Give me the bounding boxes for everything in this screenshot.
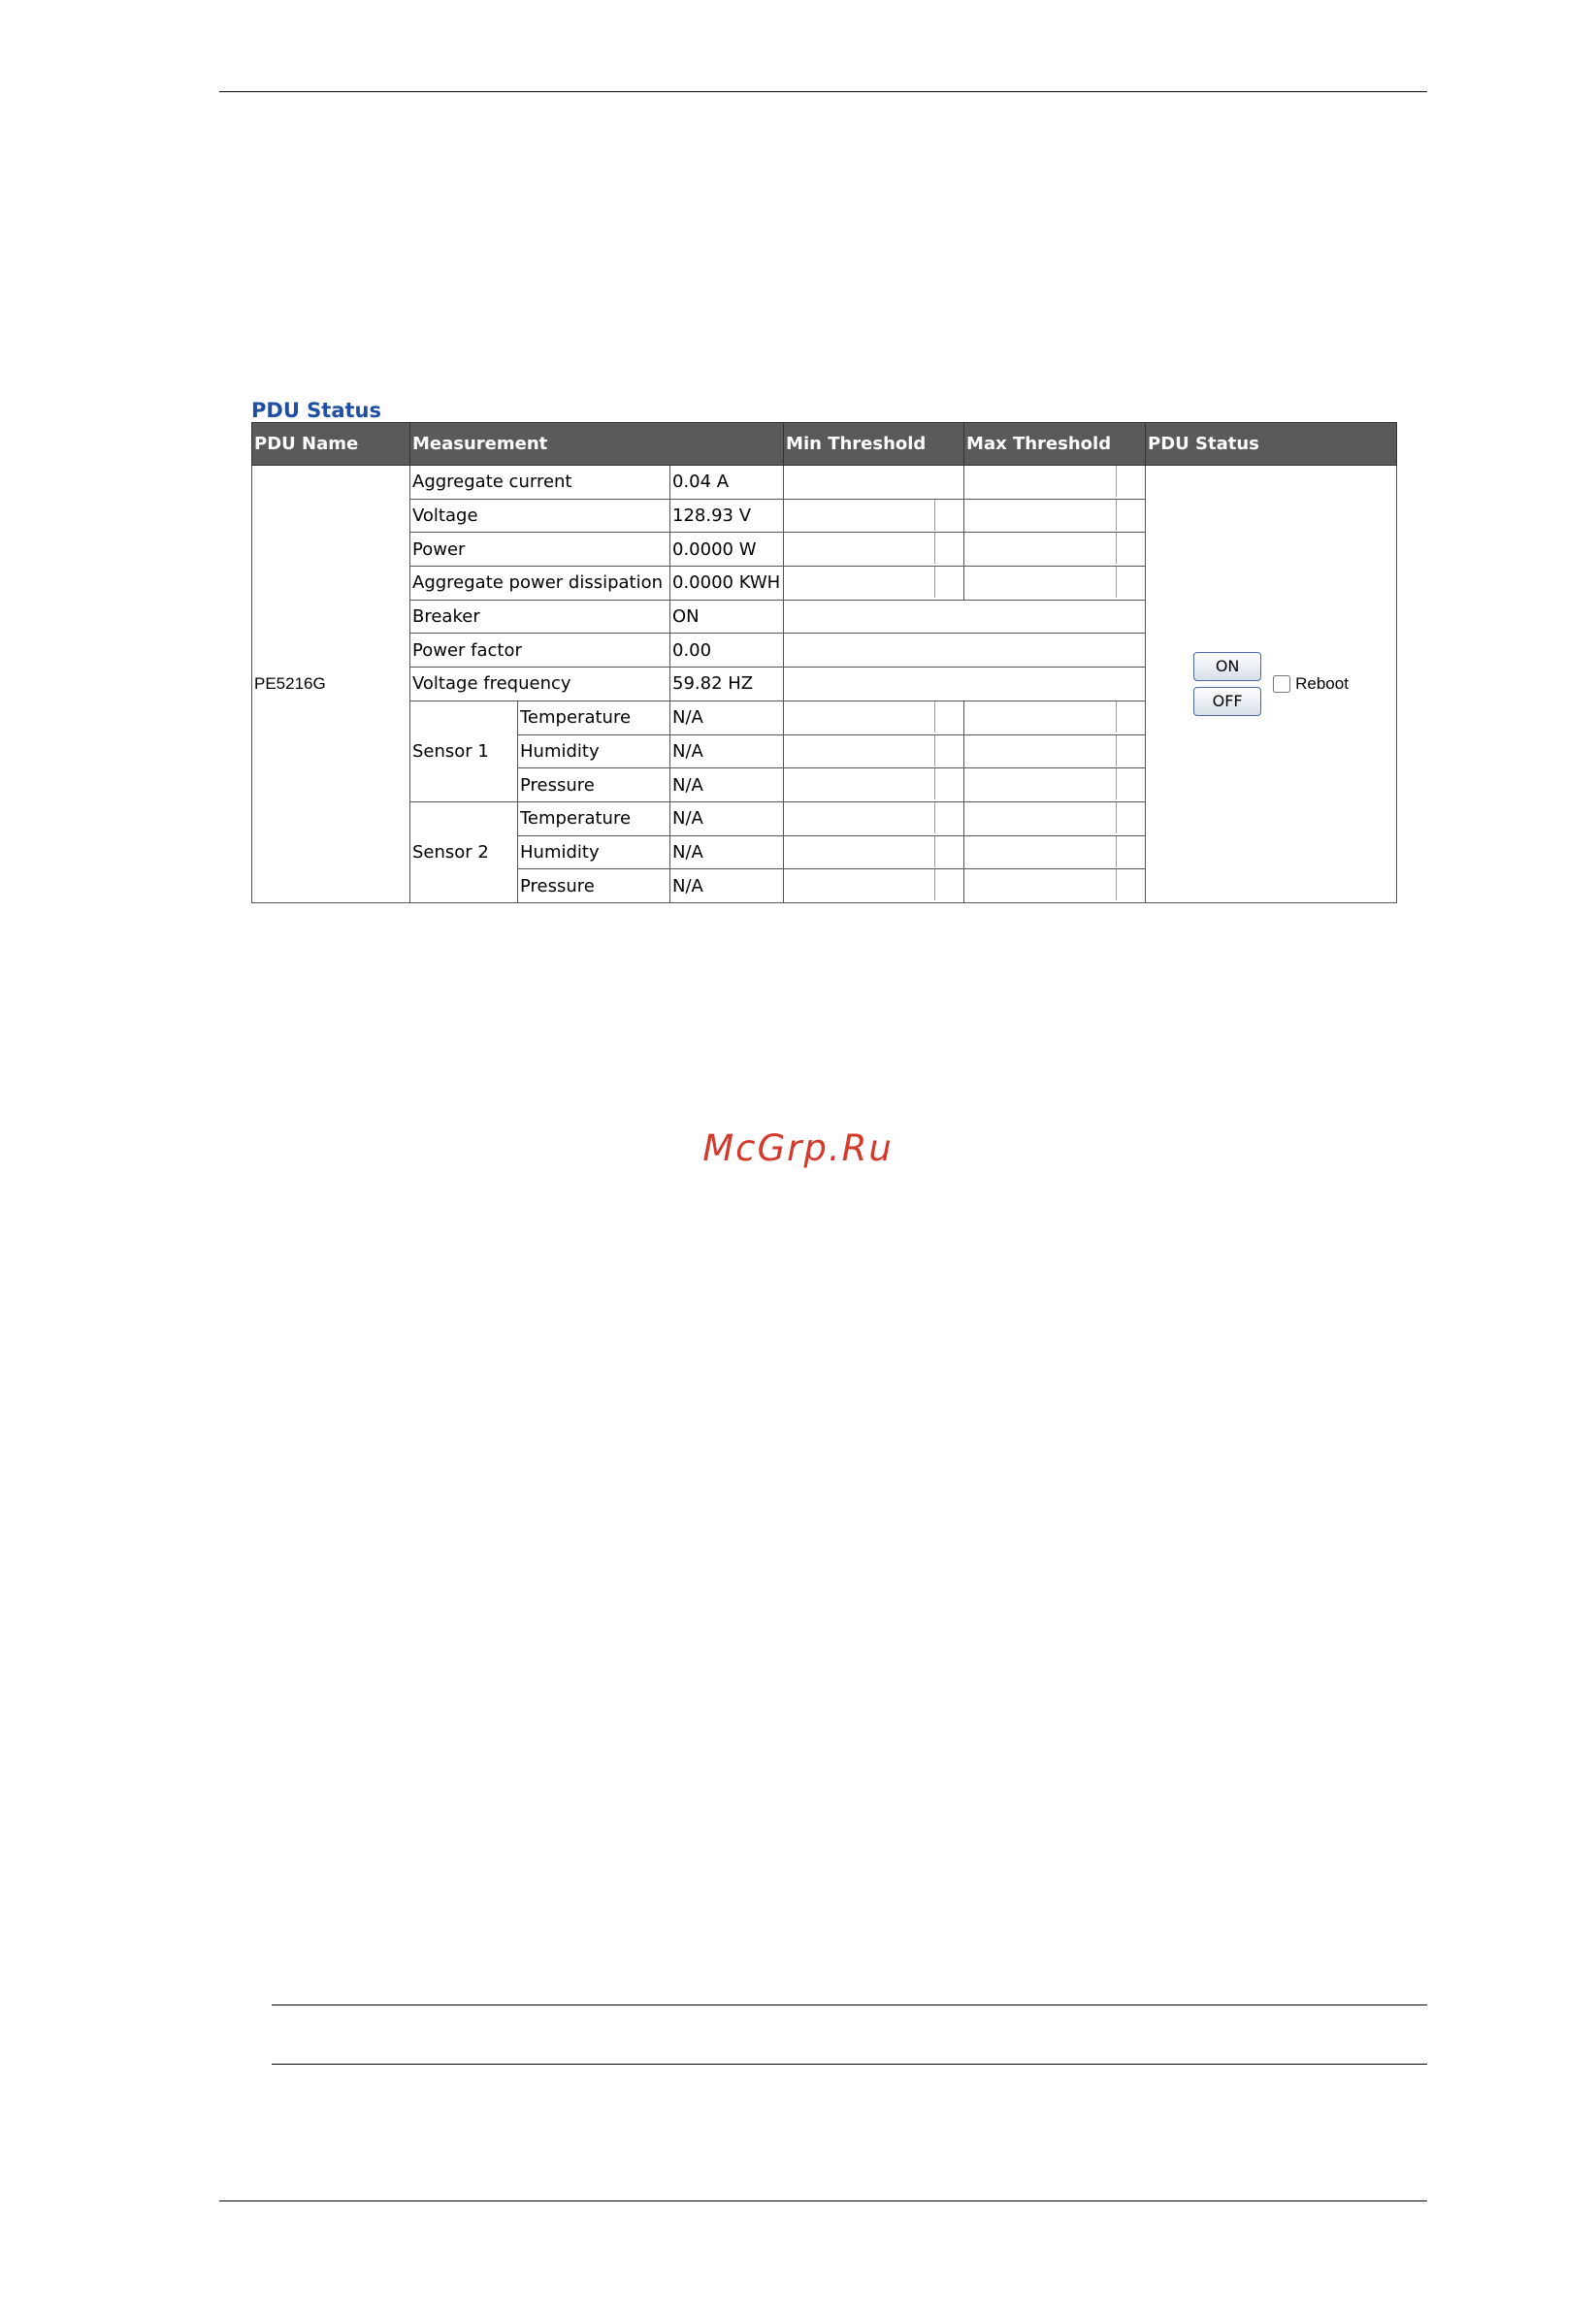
max-threshold-cell: [964, 701, 1146, 734]
min-threshold-cell: [784, 869, 964, 903]
min-threshold-cell: [784, 533, 964, 567]
min-threshold-field[interactable]: [786, 836, 935, 867]
pdu-status-cell: [1146, 466, 1397, 903]
bottom-rule: [219, 2200, 1427, 2201]
max-threshold-cell: [964, 835, 1146, 869]
measurement-label: Voltage: [410, 499, 670, 533]
measurement-value: ON: [670, 600, 784, 634]
sensor-2-label: Sensor 2: [410, 801, 518, 902]
off-button[interactable]: OFF: [1193, 687, 1261, 716]
min-threshold-field[interactable]: [786, 701, 935, 733]
min-threshold-cell: [784, 835, 964, 869]
watermark: McGrp.Ru: [702, 1127, 894, 1169]
min-threshold-field[interactable]: [786, 768, 935, 799]
sensor-item-value: N/A: [670, 701, 784, 734]
max-threshold-cell: [964, 567, 1146, 601]
reboot-checkbox[interactable]: [1273, 675, 1290, 693]
header-max-threshold: Max Threshold: [964, 423, 1146, 466]
measurement-label: Breaker: [410, 600, 670, 634]
sensor-item-label: Temperature: [518, 801, 670, 835]
power-controls: [1193, 652, 1349, 716]
measurement-value: 0.04 A: [670, 466, 784, 500]
sensor-item-label: Pressure: [518, 768, 670, 802]
min-threshold-field[interactable]: [786, 869, 935, 900]
sensor-item-label: Humidity: [518, 734, 670, 768]
max-threshold-field[interactable]: [966, 533, 1117, 564]
threshold-empty: [784, 668, 1146, 701]
measurement-value: 0.00: [670, 634, 784, 668]
min-threshold-empty: [784, 466, 964, 500]
min-threshold-field[interactable]: [786, 533, 935, 564]
header-min-threshold: Min Threshold: [784, 423, 964, 466]
sensor-item-value: N/A: [670, 734, 784, 768]
sensor-item-label: Humidity: [518, 835, 670, 869]
header-measurement: Measurement: [410, 423, 784, 466]
max-threshold-cell: [964, 734, 1146, 768]
max-threshold-field[interactable]: [966, 836, 1117, 867]
max-threshold-cell: [964, 533, 1146, 567]
max-threshold-cell: [964, 869, 1146, 903]
reboot-option[interactable]: [1273, 674, 1349, 694]
threshold-empty: [784, 634, 1146, 668]
measurement-label: Power: [410, 533, 670, 567]
measurement-label: Voltage frequency: [410, 668, 670, 701]
max-threshold-field[interactable]: [966, 466, 1117, 497]
header-pdu-name: PDU Name: [252, 423, 410, 466]
min-threshold-cell: [784, 734, 964, 768]
max-threshold-field[interactable]: [966, 768, 1117, 799]
min-threshold-cell: [784, 499, 964, 533]
max-threshold-cell: [964, 801, 1146, 835]
sensor-1-label: Sensor 1: [410, 701, 518, 801]
measurement-value: 0.0000 KWH: [670, 567, 784, 601]
max-threshold-field[interactable]: [966, 500, 1117, 531]
pdu-status-table: [251, 422, 1397, 903]
max-threshold-field[interactable]: [966, 802, 1117, 833]
max-threshold-cell: [964, 466, 1146, 500]
measurement-label: Power factor: [410, 634, 670, 668]
sensor-item-value: N/A: [670, 768, 784, 802]
panel-title: PDU Status: [251, 399, 382, 422]
min-threshold-cell: [784, 701, 964, 734]
measurement-label: Aggregate current: [410, 466, 670, 500]
top-rule: [219, 91, 1427, 92]
table-header-row: [252, 423, 1397, 466]
min-threshold-field[interactable]: [786, 735, 935, 766]
max-threshold-cell: [964, 768, 1146, 802]
measurement-value: 59.82 HZ: [670, 668, 784, 701]
footnote-rule-top: [272, 2004, 1427, 2005]
max-threshold-field[interactable]: [966, 735, 1117, 766]
pdu-name-cell: PE5216G: [252, 466, 410, 903]
measurement-label: Aggregate power dissipation: [410, 567, 670, 601]
max-threshold-field[interactable]: [966, 869, 1117, 900]
min-threshold-cell: [784, 567, 964, 601]
on-button[interactable]: ON: [1193, 652, 1261, 681]
measurement-value: 128.93 V: [670, 499, 784, 533]
min-threshold-field[interactable]: [786, 802, 935, 833]
max-threshold-field[interactable]: [966, 701, 1117, 733]
sensor-item-value: N/A: [670, 835, 784, 869]
max-threshold-field[interactable]: [966, 567, 1117, 598]
reboot-label: Reboot: [1295, 673, 1349, 693]
header-pdu-status: PDU Status: [1146, 423, 1397, 466]
min-threshold-cell: [784, 768, 964, 802]
min-threshold-field[interactable]: [786, 567, 935, 598]
min-threshold-field[interactable]: [786, 500, 935, 531]
threshold-empty: [784, 600, 1146, 634]
min-threshold-cell: [784, 801, 964, 835]
sensor-item-label: Temperature: [518, 701, 670, 734]
max-threshold-cell: [964, 499, 1146, 533]
table-row: [252, 466, 1397, 500]
sensor-item-label: Pressure: [518, 869, 670, 903]
sensor-item-value: N/A: [670, 869, 784, 903]
measurement-value: 0.0000 W: [670, 533, 784, 567]
footnote-rule-bottom: [272, 2064, 1427, 2065]
sensor-item-value: N/A: [670, 801, 784, 835]
